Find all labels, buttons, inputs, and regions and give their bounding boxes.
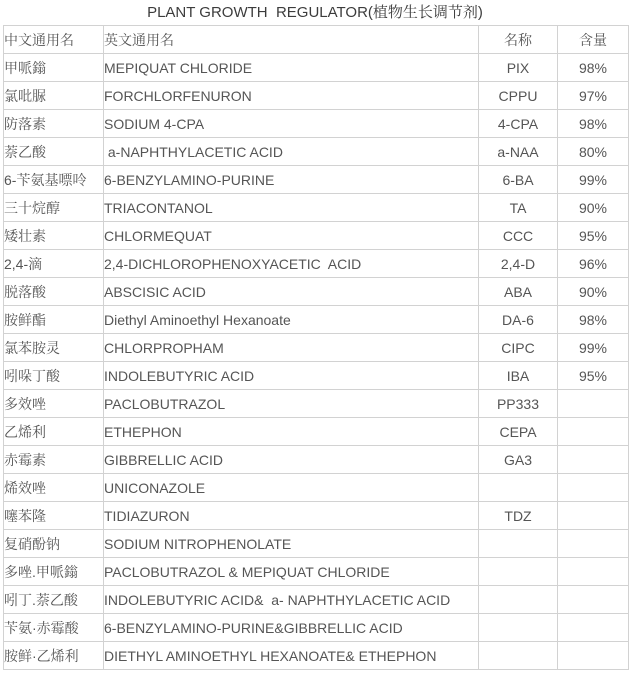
cell-abbreviation <box>479 586 558 614</box>
table-row <box>4 362 629 390</box>
table-row <box>4 474 629 502</box>
cell-abbreviation: CEPA <box>479 418 558 446</box>
cell-chinese-name: 胺鲜·乙烯利 <box>4 642 104 670</box>
table-row <box>4 194 629 222</box>
cell-chinese-name: 2,4-滴 <box>4 250 104 278</box>
cell-chinese-name: 甲哌鎓 <box>4 54 104 82</box>
cell-abbreviation <box>479 530 558 558</box>
table-row <box>4 166 629 194</box>
cell-chinese-name: 烯效唑 <box>4 474 104 502</box>
cell-content: 99% <box>558 334 629 362</box>
table-row <box>4 110 629 138</box>
cell-abbreviation: IBA <box>479 362 558 390</box>
cell-content <box>558 586 629 614</box>
cell-english-name: INDOLEBUTYRIC ACID& a- NAPHTHYLACETIC ACID <box>104 586 479 614</box>
table-row <box>4 446 629 474</box>
cell-content: 98% <box>558 306 629 334</box>
cell-abbreviation: PIX <box>479 54 558 82</box>
table-row <box>4 334 629 362</box>
cell-abbreviation: 4-CPA <box>479 110 558 138</box>
cell-english-name: SODIUM NITROPHENOLATE <box>104 530 479 558</box>
table-row <box>4 418 629 446</box>
cell-abbreviation: ABA <box>479 278 558 306</box>
cell-chinese-name: 三十烷醇 <box>4 194 104 222</box>
header-row <box>4 26 629 54</box>
cell-content <box>558 530 629 558</box>
cell-abbreviation: TA <box>479 194 558 222</box>
cell-chinese-name: 矮壮素 <box>4 222 104 250</box>
cell-content: 97% <box>558 82 629 110</box>
page-title: PLANT GROWTH REGULATOR(植物生长调节剂) <box>147 4 483 21</box>
cell-english-name: UNICONAZOLE <box>104 474 479 502</box>
cell-abbreviation: CCC <box>479 222 558 250</box>
cell-abbreviation: a-NAA <box>479 138 558 166</box>
table-row <box>4 390 629 418</box>
cell-abbreviation: TDZ <box>479 502 558 530</box>
table-row <box>4 82 629 110</box>
cell-chinese-name: 氯苯胺灵 <box>4 334 104 362</box>
col-header-abbreviation: 名称 <box>479 26 558 54</box>
cell-english-name: 2,4-DICHLOROPHENOXYACETIC ACID <box>104 250 479 278</box>
table-row <box>4 138 629 166</box>
cell-abbreviation <box>479 474 558 502</box>
cell-abbreviation: 6-BA <box>479 166 558 194</box>
cell-content <box>558 642 629 670</box>
cell-abbreviation: GA3 <box>479 446 558 474</box>
table-row <box>4 586 629 614</box>
cell-content: 90% <box>558 194 629 222</box>
cell-english-name: CHLORMEQUAT <box>104 222 479 250</box>
cell-english-name: ABSCISIC ACID <box>104 278 479 306</box>
cell-english-name: 6-BENZYLAMINO-PURINE <box>104 166 479 194</box>
cell-chinese-name: 噻苯隆 <box>4 502 104 530</box>
cell-chinese-name: 萘乙酸 <box>4 138 104 166</box>
cell-content <box>558 558 629 586</box>
table-row <box>4 306 629 334</box>
cell-abbreviation <box>479 642 558 670</box>
table-row <box>4 614 629 642</box>
cell-abbreviation: PP333 <box>479 390 558 418</box>
cell-abbreviation: CIPC <box>479 334 558 362</box>
table-row <box>4 54 629 82</box>
cell-content: 98% <box>558 54 629 82</box>
cell-english-name: ETHEPHON <box>104 418 479 446</box>
cell-content <box>558 614 629 642</box>
col-header-content: 含量 <box>558 26 629 54</box>
cell-content: 80% <box>558 138 629 166</box>
cell-english-name: CHLORPROPHAM <box>104 334 479 362</box>
cell-english-name: DIETHYL AMINOETHYL HEXANOATE& ETHEPHON <box>104 642 479 670</box>
table-row <box>4 222 629 250</box>
table-row <box>4 250 629 278</box>
cell-chinese-name: 多效唑 <box>4 390 104 418</box>
cell-english-name: TIDIAZURON <box>104 502 479 530</box>
table-row <box>4 558 629 586</box>
table-row <box>4 502 629 530</box>
cell-content: 99% <box>558 166 629 194</box>
cell-abbreviation <box>479 614 558 642</box>
cell-chinese-name: 赤霉素 <box>4 446 104 474</box>
cell-abbreviation <box>479 558 558 586</box>
cell-chinese-name: 苄氨·赤霉酸 <box>4 614 104 642</box>
cell-content: 90% <box>558 278 629 306</box>
cell-abbreviation: CPPU <box>479 82 558 110</box>
col-header-english-name: 英文通用名 <box>104 26 479 54</box>
cell-english-name: a-NAPHTHYLACETIC ACID <box>104 138 479 166</box>
cell-english-name: PACLOBUTRAZOL & MEPIQUAT CHLORIDE <box>104 558 479 586</box>
cell-content <box>558 390 629 418</box>
cell-chinese-name: 防落素 <box>4 110 104 138</box>
cell-abbreviation: 2,4-D <box>479 250 558 278</box>
cell-chinese-name: 氯吡脲 <box>4 82 104 110</box>
cell-chinese-name: 多唑.甲哌鎓 <box>4 558 104 586</box>
cell-chinese-name: 脱落酸 <box>4 278 104 306</box>
cell-english-name: INDOLEBUTYRIC ACID <box>104 362 479 390</box>
cell-content: 96% <box>558 250 629 278</box>
cell-abbreviation: DA-6 <box>479 306 558 334</box>
cell-content <box>558 474 629 502</box>
cell-content <box>558 446 629 474</box>
cell-chinese-name: 吲丁.萘乙酸 <box>4 586 104 614</box>
cell-english-name: TRIACONTANOL <box>104 194 479 222</box>
cell-english-name: GIBBRELLIC ACID <box>104 446 479 474</box>
cell-english-name: FORCHLORFENURON <box>104 82 479 110</box>
cell-chinese-name: 乙烯利 <box>4 418 104 446</box>
table-row <box>4 278 629 306</box>
cell-chinese-name: 吲哚丁酸 <box>4 362 104 390</box>
cell-english-name: SODIUM 4-CPA <box>104 110 479 138</box>
cell-content: 98% <box>558 110 629 138</box>
cell-content <box>558 502 629 530</box>
cell-chinese-name: 胺鲜酯 <box>4 306 104 334</box>
regulator-table <box>3 25 629 670</box>
cell-chinese-name: 复硝酚钠 <box>4 530 104 558</box>
cell-content: 95% <box>558 222 629 250</box>
cell-content <box>558 418 629 446</box>
cell-english-name: MEPIQUAT CHLORIDE <box>104 54 479 82</box>
cell-chinese-name: 6-苄氨基嘌呤 <box>4 166 104 194</box>
cell-content: 95% <box>558 362 629 390</box>
table-row <box>4 642 629 670</box>
cell-english-name: Diethyl Aminoethyl Hexanoate <box>104 306 479 334</box>
col-header-chinese-name: 中文通用名 <box>4 26 104 54</box>
cell-english-name: PACLOBUTRAZOL <box>104 390 479 418</box>
table-row <box>4 530 629 558</box>
cell-english-name: 6-BENZYLAMINO-PURINE&GIBBRELLIC ACID <box>104 614 479 642</box>
